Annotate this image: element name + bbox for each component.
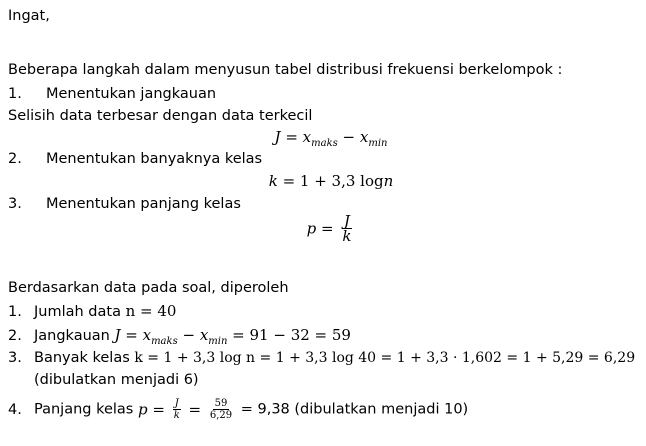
formula-length: p = $\frac{J}{k}$ bbox=[306, 212, 352, 245]
result-3-note: (dibulatkan menjadi 6) bbox=[34, 372, 199, 388]
step-label: Menentukan banyaknya kelas bbox=[46, 151, 263, 167]
result-4: 4. Panjang kelas p = $\frac{J}{k}$ = $\frac{59}{6,29}$ = 9,38 (dibulatkan menjadi 10) bbox=[8, 398, 469, 421]
result-3: 3. Banyak kelas k = 1 + 3,3 log n = 1 + 3,3 log 40 = 1 + 3,3 · 1,602 = 1 + 5,29 = 6,29 bbox=[8, 350, 636, 366]
step-2 bbox=[8, 151, 262, 167]
step-number: 2. bbox=[8, 151, 22, 167]
intro-text: Beberapa langkah dalam menyusun tabel distribusi frekuensi berkelompok : bbox=[8, 62, 563, 78]
formula-classes: k = 1 + 3,3 logn bbox=[268, 172, 394, 190]
step-number: 1. bbox=[8, 86, 22, 102]
heading: Ingat, bbox=[8, 8, 50, 24]
step-label: Menentukan panjang kelas bbox=[46, 196, 241, 212]
step-1 bbox=[8, 86, 216, 102]
result-1: 1. Jumlah data n = 40 bbox=[8, 302, 177, 320]
result-2: 2. Jangkauan $J = x_{maks} - x_{min} = 91 - 32 = 59$ bbox=[8, 326, 351, 347]
step-3 bbox=[8, 196, 241, 212]
formula-range: $J = x_{maks} - x_{min}$ bbox=[274, 128, 388, 149]
step-number: 3. bbox=[8, 196, 22, 212]
step-label: Menentukan jangkauan bbox=[46, 86, 217, 102]
derived-intro: Berdasarkan data pada soal, diperoleh bbox=[8, 280, 289, 296]
range-description: Selisih data terbesar dengan data terkecil bbox=[8, 108, 313, 124]
